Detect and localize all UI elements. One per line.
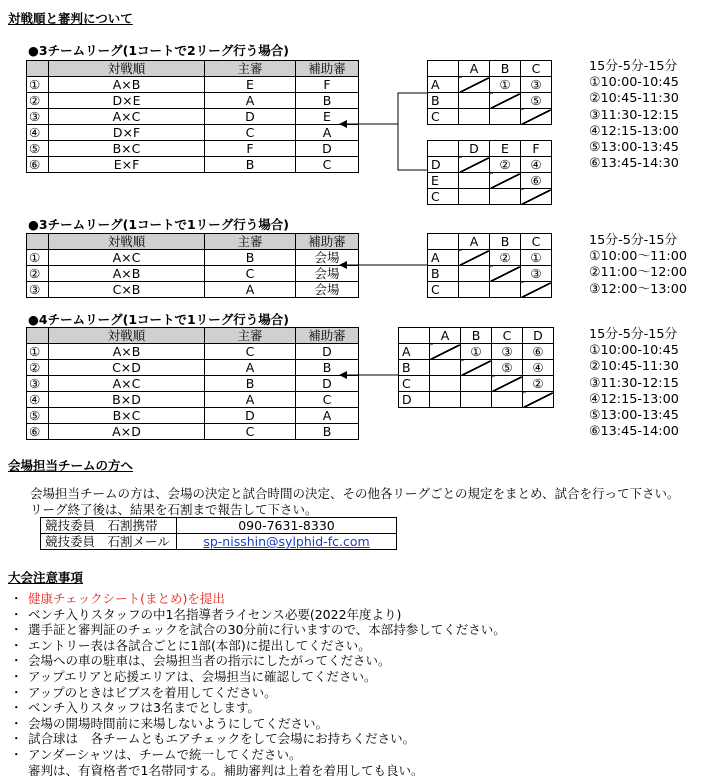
time-slot: ④12:15-13:00: [589, 123, 679, 139]
venue-instruction-1: 会場担当チームの方は、会場の決定と試合時間の決定、その他各リーグごとの規定をまとめ、試合を行って下さい。: [30, 486, 680, 501]
header-assistant: 補助審: [296, 61, 359, 77]
grid-cell: ②: [490, 157, 521, 173]
grid-row-label: D: [399, 392, 430, 408]
grid-cell: ⑤: [492, 360, 523, 376]
note-text: ベンチ入りスタッフは3名までとします。: [28, 700, 260, 716]
time-slot: ⑤13:00-13:45: [589, 408, 679, 424]
chief-referee: C: [205, 266, 296, 282]
notes-title: 大会注意事項: [8, 570, 84, 585]
grid-row-label: B: [428, 266, 459, 282]
note-text: エントリー表は各試合ごとに1部(本部)に提出してください。: [28, 637, 371, 653]
grid-col-label: F: [521, 141, 552, 157]
time-slot: ⑤13:00-13:45: [589, 140, 679, 156]
venue-title: 会場担当チームの方へ: [8, 458, 134, 473]
chief-referee: A: [205, 392, 296, 408]
note-text: 会場の開場時間前に来場しないようにしてください。: [28, 715, 329, 731]
chief-referee: C: [205, 344, 296, 360]
grid-col-label: A: [459, 61, 490, 77]
note-item: [10, 653, 506, 669]
grid-row-label: A: [428, 250, 459, 266]
bullet: ・: [10, 653, 23, 669]
contact-mail-label: 競技委員 石割メール: [41, 534, 177, 550]
bullet: ・: [10, 684, 23, 700]
grid-cell: ④: [523, 360, 554, 376]
bullet: ・: [10, 637, 23, 653]
league3-title: ●4チームリーグ(1コートで1リーグ行う場合): [28, 312, 289, 327]
time-slot: ②10:45-11:30: [589, 91, 679, 107]
note-text: アップのときはビブスを着用してください。: [28, 684, 277, 700]
bullet: ・: [10, 715, 23, 731]
note-item: [10, 731, 506, 747]
grid-col-label: C: [492, 328, 523, 344]
chief-referee: D: [205, 109, 296, 125]
note-item: [10, 669, 506, 685]
note-text: アンダーシャツは、チームで統一してください。: [28, 746, 302, 762]
time-slot: ②11:00～12:00: [589, 265, 688, 281]
chief-referee: A: [205, 282, 296, 298]
grid-col-label: E: [490, 141, 521, 157]
time-slot: 15分-5分-15分: [589, 59, 678, 74]
chief-referee: B: [205, 250, 296, 266]
grid-cell: ③: [521, 266, 552, 282]
note-item: [10, 638, 506, 654]
grid-row-label: C: [428, 282, 459, 298]
grid-col-label: C: [521, 61, 552, 77]
contact-table: [40, 517, 397, 550]
grid-cell: ⑥: [523, 344, 554, 360]
assistant-referee: A: [296, 125, 359, 141]
league1-title: ●3チームリーグ(1コートで2リーグ行う場合): [28, 43, 289, 58]
note-text: アップエリアと応援エリアは、会場担当に確認してください。: [28, 668, 377, 684]
match-pairing: B×D: [49, 392, 205, 408]
note-item: [10, 685, 506, 701]
match-number: ⑤: [27, 141, 49, 157]
match-number: ④: [27, 392, 49, 408]
bullet: ・: [10, 746, 23, 762]
match-pairing: B×C: [49, 408, 205, 424]
chief-referee: D: [205, 408, 296, 424]
bullet: ・: [10, 622, 23, 638]
match-pairing: C×B: [49, 282, 205, 298]
match-pairing: A×C: [49, 250, 205, 266]
grid-cell: ④: [521, 157, 552, 173]
assistant-referee: A: [296, 408, 359, 424]
note-text: 健康チェックシート(まとめ)を提出: [28, 591, 225, 606]
match-pairing: A×D: [49, 424, 205, 440]
time-slot: 15分-5分-15分: [589, 233, 678, 248]
match-number: ①: [27, 77, 49, 93]
time-slot: ①10:00～11:00: [589, 249, 688, 265]
match-pairing: C×D: [49, 360, 205, 376]
match-number: ②: [27, 360, 49, 376]
match-number: ⑥: [27, 424, 49, 440]
match-pairing: D×F: [49, 125, 205, 141]
chief-referee: B: [205, 157, 296, 173]
page-title: 対戦順と審判について: [8, 11, 133, 26]
grid-row-label: D: [428, 157, 459, 173]
time-slot: 15分-5分-15分: [589, 327, 678, 342]
notes-list: [10, 591, 506, 776]
time-slot: ⑥13:45-14:00: [589, 424, 679, 440]
header-order: 対戦順: [49, 328, 205, 344]
assistant-referee: D: [296, 344, 359, 360]
time-slot: ③11:30-12:15: [589, 107, 679, 123]
assistant-referee: 会場: [296, 266, 359, 282]
contact-mail-link[interactable]: sp-nisshin@sylphid-fc.com: [203, 534, 370, 549]
time-slot: ②10:45-11:30: [589, 359, 679, 375]
note-text: 選手証と審判証のチェックを試合の30分前に行いますので、本部持参してください。: [28, 622, 506, 638]
match-number: ①: [27, 250, 49, 266]
time-slot: ③11:30-12:15: [589, 375, 679, 391]
bullet: ・: [10, 731, 23, 747]
time-slot: ⑥13:45-14:30: [589, 156, 679, 172]
assistant-referee: C: [296, 392, 359, 408]
match-pairing: A×B: [49, 344, 205, 360]
match-number: ①: [27, 344, 49, 360]
grid-row-label: E: [428, 173, 459, 189]
assistant-referee: 会場: [296, 282, 359, 298]
grid-row-label: B: [399, 360, 430, 376]
time-slot: ①10:00-10:45: [589, 343, 679, 359]
bullet: ・: [10, 700, 23, 716]
bullet: ・: [10, 606, 23, 622]
time-slot: ③12:00～13:00: [589, 281, 688, 297]
chief-referee: B: [205, 376, 296, 392]
match-pairing: D×E: [49, 93, 205, 109]
note-item: [10, 763, 506, 776]
assistant-referee: D: [296, 141, 359, 157]
grid-cell: ③: [521, 77, 552, 93]
assistant-referee: F: [296, 77, 359, 93]
match-pairing: A×C: [49, 109, 205, 125]
grid-cell: ①: [461, 344, 492, 360]
chief-referee: F: [205, 141, 296, 157]
assistant-referee: 会場: [296, 250, 359, 266]
time-slot: ④12:15-13:00: [589, 391, 679, 407]
grid-col-label: A: [430, 328, 461, 344]
grid-cell: ⑤: [521, 93, 552, 109]
grid-col-label: B: [461, 328, 492, 344]
grid-col-label: D: [459, 141, 490, 157]
note-item: [10, 591, 506, 607]
grid-cell: ①: [521, 250, 552, 266]
match-pairing: B×C: [49, 141, 205, 157]
header-order: 対戦順: [49, 61, 205, 77]
assistant-referee: B: [296, 424, 359, 440]
header-assistant: 補助審: [296, 328, 359, 344]
header-chief: 主審: [205, 328, 296, 344]
assistant-referee: E: [296, 109, 359, 125]
grid-col-label: A: [459, 234, 490, 250]
match-number: ②: [27, 93, 49, 109]
grid-col-label: C: [521, 234, 552, 250]
grid-cell: ⑥: [521, 173, 552, 189]
venue-instruction-2: リーグ終了後は、結果を石割まで報告して下さい。: [30, 502, 318, 517]
header-chief: 主審: [205, 61, 296, 77]
note-item: [10, 747, 506, 763]
assistant-referee: C: [296, 157, 359, 173]
contact-phone-label: 競技委員 石割携帯: [41, 518, 177, 534]
contact-phone: 090-7631-8330: [177, 518, 397, 534]
grid-cell: ②: [490, 250, 521, 266]
chief-referee: E: [205, 77, 296, 93]
grid-row-label: C: [428, 109, 459, 125]
match-number: ③: [27, 376, 49, 392]
note-text: 審判は、有資格者で1名帯同する。補助審判は上着を着用しても良い。: [28, 762, 424, 776]
match-number: ③: [27, 282, 49, 298]
match-pairing: A×B: [49, 266, 205, 282]
note-item: [10, 607, 506, 623]
grid-row-label: C: [399, 376, 430, 392]
assistant-referee: D: [296, 376, 359, 392]
league2-title: ●3チームリーグ(1コートで1リーグ行う場合): [28, 217, 289, 232]
assistant-referee: B: [296, 93, 359, 109]
chief-referee: A: [205, 93, 296, 109]
connector-league1: [398, 93, 427, 170]
note-text: 会場への車の駐車は、会場担当者の指示にしたがってください。: [28, 653, 391, 669]
match-number: ③: [27, 109, 49, 125]
match-number: ④: [27, 125, 49, 141]
match-number: ⑥: [27, 157, 49, 173]
grid-col-label: B: [490, 61, 521, 77]
note-item: [10, 622, 506, 638]
grid-cell: ①: [490, 77, 521, 93]
match-number: ②: [27, 266, 49, 282]
grid-cell: ②: [523, 376, 554, 392]
chief-referee: C: [205, 424, 296, 440]
note-text: ベンチ入りスタッフの中1名指導者ライセンス必要(2022年度より): [28, 606, 402, 622]
header-chief: 主審: [205, 234, 296, 250]
grid-row-label: A: [399, 344, 430, 360]
note-item: [10, 700, 506, 716]
bullet: ・: [10, 591, 23, 606]
header-assistant: 補助審: [296, 234, 359, 250]
chief-referee: A: [205, 360, 296, 376]
match-pairing: A×C: [49, 376, 205, 392]
grid-col-label: B: [490, 234, 521, 250]
match-number: ⑤: [27, 408, 49, 424]
match-pairing: A×B: [49, 77, 205, 93]
time-slot: ①10:00-10:45: [589, 75, 679, 91]
grid-col-label: D: [523, 328, 554, 344]
grid-row-label: A: [428, 77, 459, 93]
note-item: [10, 716, 506, 732]
chief-referee: C: [205, 125, 296, 141]
note-text: 試合球は 各チームともエアチェックをして会場にお持ちください。: [28, 731, 416, 747]
assistant-referee: B: [296, 360, 359, 376]
header-order: 対戦順: [49, 234, 205, 250]
grid-row-label: C: [428, 189, 459, 205]
grid-row-label: B: [428, 93, 459, 109]
match-pairing: E×F: [49, 157, 205, 173]
bullet: ・: [10, 668, 23, 684]
grid-cell: ③: [492, 344, 523, 360]
